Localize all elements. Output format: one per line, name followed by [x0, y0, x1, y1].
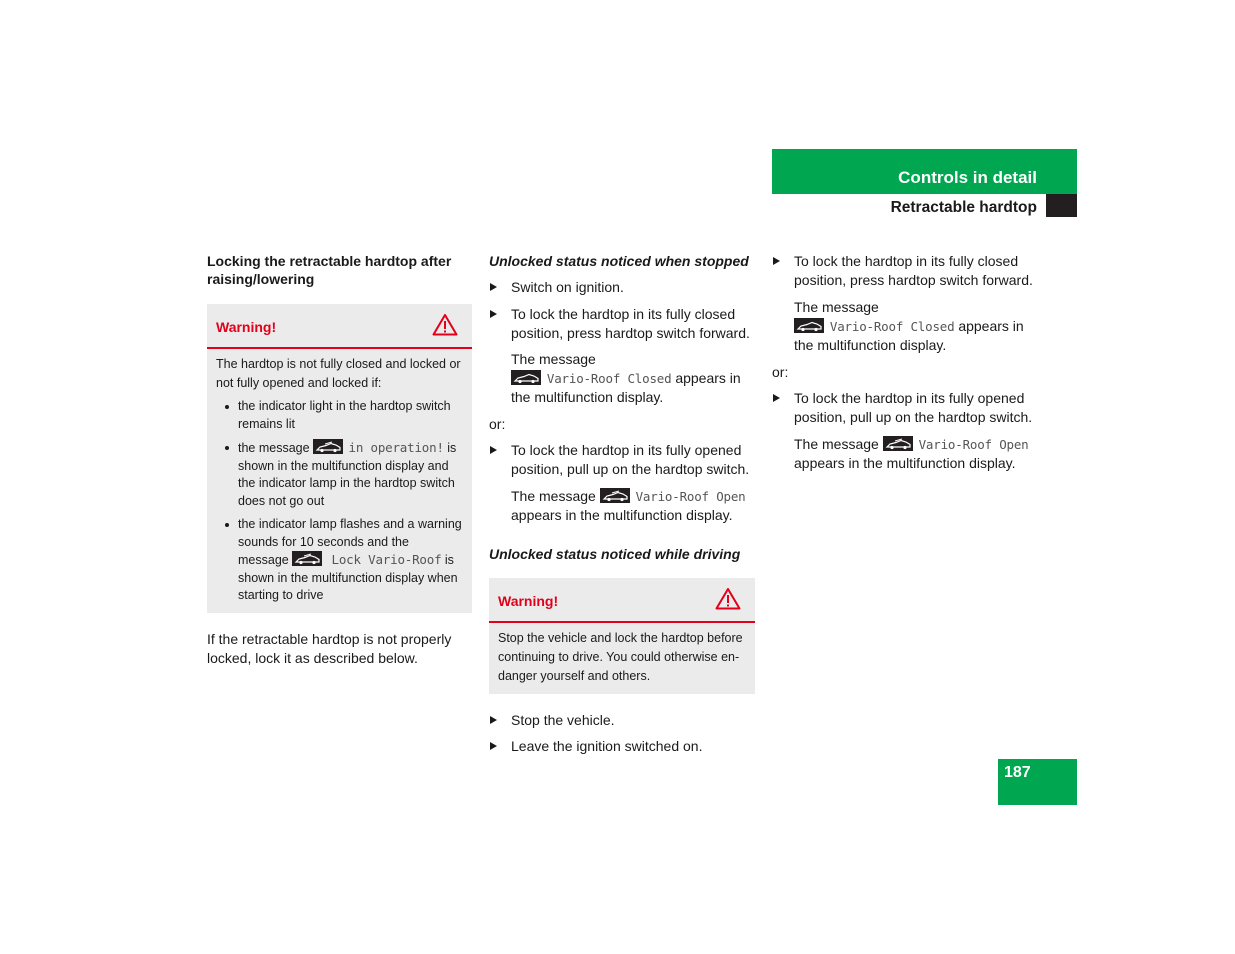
display-message: Vario-Roof Open: [635, 489, 746, 504]
message-note: The message Vario-Roof Closed appears in the multifunction display.: [794, 299, 1024, 353]
step-item: To lock the hardtop in its fully closed position, press hardtop switch forward.: [772, 252, 1044, 290]
or-text: or:: [489, 416, 506, 432]
message-note: The message Vario-Roof Open appears in the multifunction display.: [511, 488, 746, 523]
warning-bullet: the message in operation! is shown in the multifunction display and the indicator lamp in the hardtop switch does not go out: [216, 439, 463, 510]
message-note: The message Vario-Roof Open appears in the multifunction display.: [794, 436, 1029, 471]
column-3: [772, 252, 1044, 473]
page-number: 187: [1004, 764, 1031, 781]
warning-header: [207, 304, 472, 349]
warning-title: Warning!: [216, 319, 277, 335]
car-roof-icon: [292, 551, 322, 566]
bullet-icon: [225, 523, 229, 527]
section-title: Controls in detail: [898, 168, 1037, 187]
arrow-bullet-icon: [490, 742, 497, 750]
arrow-bullet-icon: [490, 283, 497, 291]
step-item: Stop the vehicle.: [489, 711, 755, 730]
section-tab: [1046, 194, 1077, 217]
display-message: in operation!: [348, 440, 444, 455]
step-item: To lock the hardtop in its fully opened position, pull up on the hardtop switch.: [772, 389, 1044, 427]
display-message: Lock Vario-Roof: [324, 552, 442, 567]
car-roof-icon: [794, 318, 824, 333]
step-item: Leave the ignition switched on.: [489, 737, 755, 756]
warning-bullet: the indicator lamp flashes and a warning sounds for 10 seconds and the message Lock Vario-Roof is shown in the multifunction display when starting to drive: [216, 516, 463, 605]
column-2: [489, 252, 755, 756]
section-heading: Locking the retractable hardtop after raising/lowering: [207, 253, 452, 287]
subsection-title: Retractable hardtop: [890, 199, 1037, 216]
arrow-bullet-icon: [773, 257, 780, 265]
warning-triangle-icon: [715, 587, 741, 615]
subheading-stopped: Unlocked status noticed when stopped: [489, 253, 749, 269]
step-item: To lock the hardtop in its fully opened position, pull up on the hardtop switch.: [489, 441, 755, 479]
arrow-bullet-icon: [490, 310, 497, 318]
display-message: Vario-Roof Closed: [829, 319, 955, 334]
warning-body: [207, 349, 472, 613]
warning-intro: The hardtop is not fully closed and locked or not fully opened and locked if:: [216, 357, 461, 390]
subheading-driving: Unlocked status noticed while driving: [489, 546, 741, 562]
column-1: [207, 252, 472, 668]
warning-bullet: the indicator light in the hardtop switch remains lit: [216, 398, 463, 433]
warning-body: Stop the vehicle and lock the hardtop before continuing to drive. You could otherwise en-danger yourself and others.: [498, 631, 743, 683]
arrow-bullet-icon: [773, 394, 780, 402]
bullet-icon: [225, 446, 229, 450]
car-roof-icon: [511, 370, 541, 385]
warning-header: [489, 578, 755, 623]
warning-box: [207, 304, 472, 613]
arrow-bullet-icon: [490, 716, 497, 724]
warning-triangle-icon: [432, 313, 458, 341]
bullet-icon: [225, 405, 229, 409]
step-item: To lock the hardtop in its fully closed position, press hardtop switch forward.: [489, 305, 755, 343]
arrow-bullet-icon: [490, 446, 497, 454]
or-text: or:: [772, 364, 789, 380]
car-roof-icon: [883, 436, 913, 451]
warning-title: Warning!: [498, 593, 559, 609]
display-message: Vario-Roof Open: [918, 437, 1029, 452]
step-item: Switch on ignition.: [489, 278, 755, 297]
body-text: If the retractable hardtop is not properly locked, lock it as described below.: [207, 630, 452, 666]
message-note: The message Vario-Roof Closed appears in the multifunction display.: [511, 351, 741, 405]
warning-box: [489, 578, 755, 694]
display-message: Vario-Roof Closed: [546, 371, 672, 386]
car-roof-icon: [313, 439, 343, 454]
car-roof-icon: [600, 488, 630, 503]
